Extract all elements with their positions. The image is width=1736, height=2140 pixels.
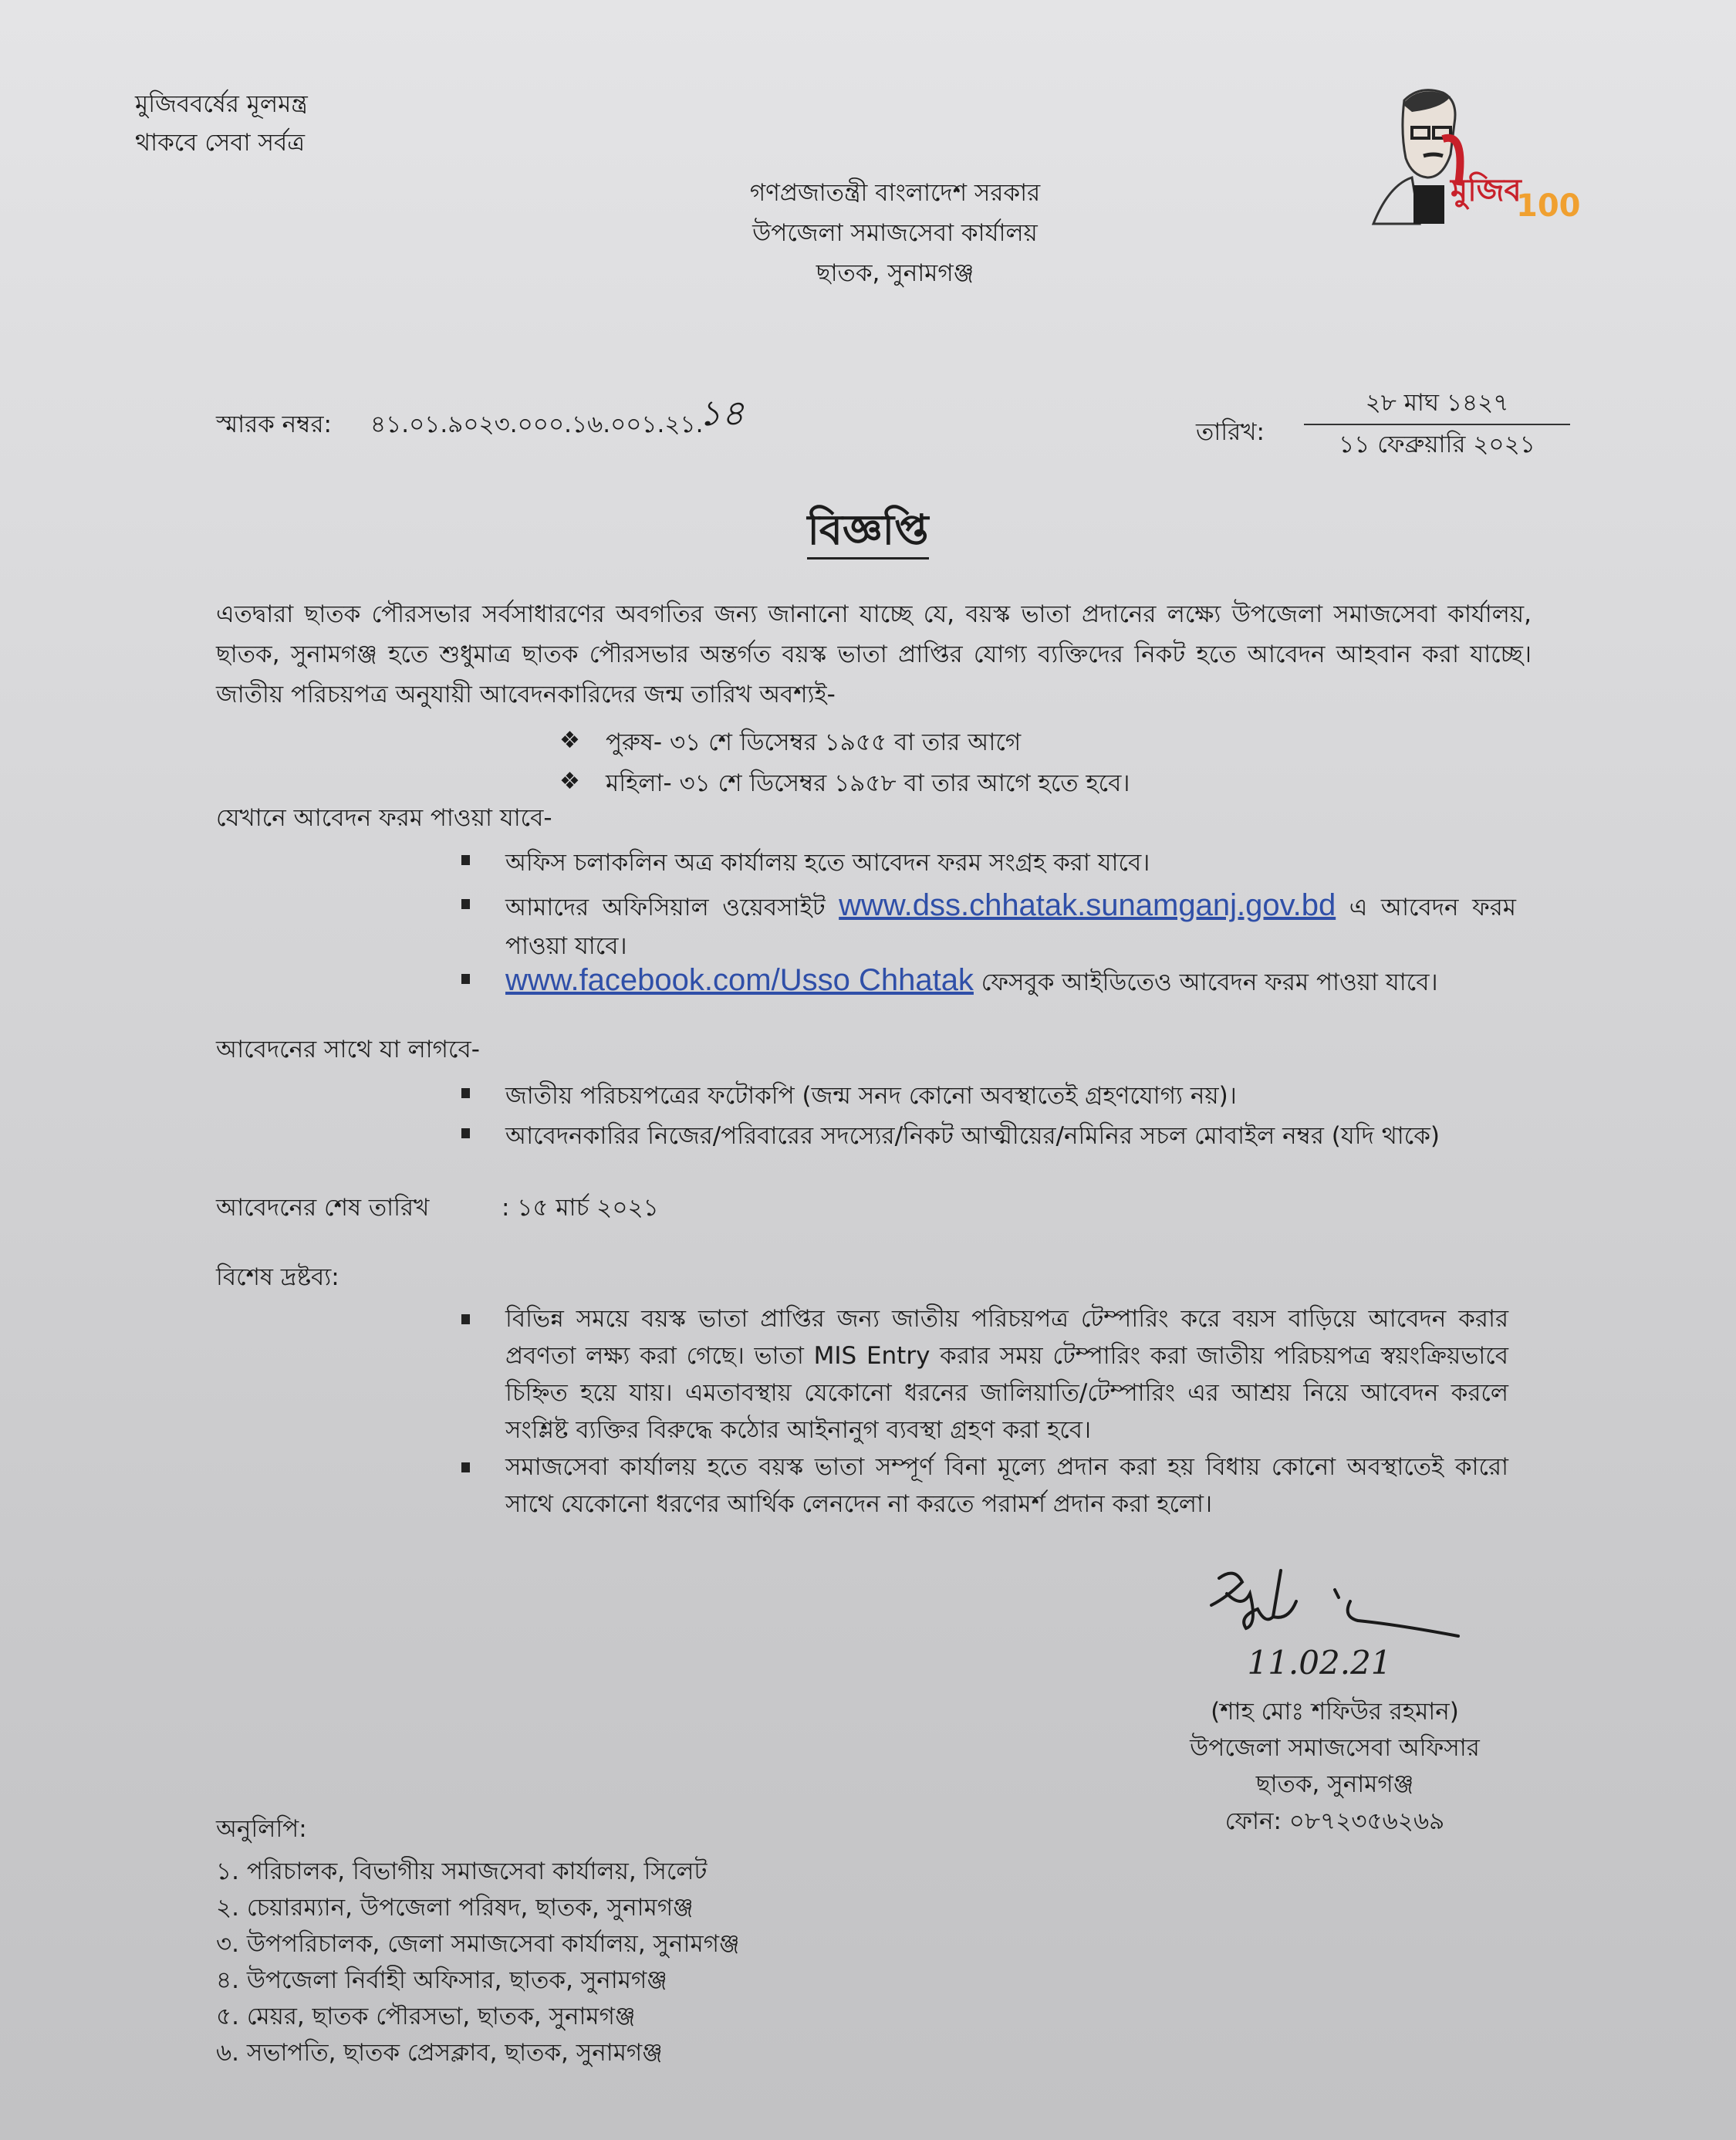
svg-text:মুজিব: মুজিব bbox=[1451, 173, 1522, 208]
eligibility-female: মহিলা- ৩১ শে ডিসেম্বর ১৯৫৮ বা তার আগে হতে হবে। bbox=[606, 769, 1130, 797]
square-bullet-icon bbox=[461, 1314, 470, 1324]
square-bullet-icon bbox=[461, 1128, 470, 1138]
website-link[interactable]: www.dss.chhatak.sunamganj.gov.bd bbox=[839, 888, 1336, 922]
signature-date: 11.02.21 bbox=[1247, 1644, 1392, 1682]
handwritten-memo-no: ১৪ bbox=[698, 392, 745, 434]
need-mobile: আবেদনকারির নিজের/পরিবারের সদস্যের/নিকট আত্মীয়ের/নমিনির সচল মোবাইল নম্বর (যদি থাকে) bbox=[505, 1122, 1440, 1150]
memo-number: ৪১.০১.৯০২৩.০০০.১৬.০০১.২১. bbox=[370, 411, 704, 438]
date-divider bbox=[1304, 424, 1570, 425]
square-bullet-icon bbox=[461, 1088, 470, 1098]
signatory-location: ছাতক, সুনামগঞ্জ bbox=[1255, 1770, 1414, 1798]
needs-heading: আবেদনের সাথে যা লাগবে- bbox=[216, 1036, 480, 1063]
motto-line-2: থাকবে সেবা সর্বত্র bbox=[135, 129, 305, 157]
diamond-bullet-icon: ❖ bbox=[559, 768, 580, 795]
intro-paragraph: এতদ্বারা ছাতক পৌরসভার সর্বসাধারণের অবগতির জন্য জানানো যাচ্ছে যে, বয়স্ক ভাতা প্রদানের লক্ষ্যে উপজেলা সমাজসেবা কার্যালয়, ছাতক, সুনামগঞ্জ হতে শুধুমাত্র ছাতক পৌরসভার অন্তর্গত বয়স্ক ভাতা প্রাপ্তির যোগ্য ব্যক্তিদের নিকট হতে আবেদন আহবান করা যাচ্ছে। জাতীয় পরিচয়পত্র অনুযায়ী আবেদনকারিদের জন্ম তারিখ অবশ্যই- bbox=[216, 600, 1532, 708]
notice-title: বিজ্ঞপ্তি bbox=[0, 498, 1736, 567]
square-bullet-icon bbox=[461, 899, 470, 909]
memo-label: স্মারক নম্বর: bbox=[216, 411, 332, 438]
motto-line-1: মুজিববর্ষের মূলমন্ত্র bbox=[135, 90, 308, 118]
deadline-value: : ১৫ মার্চ ২০২১ bbox=[502, 1194, 659, 1222]
square-bullet-icon bbox=[461, 1462, 470, 1472]
eligibility-male: পুরুষ- ৩১ শে ডিসেম্বর ১৯৫৫ বা তার আগে bbox=[606, 729, 1022, 756]
mujib-borsho-logo bbox=[1358, 85, 1581, 232]
copies-heading: অনুলিপি: bbox=[216, 1815, 307, 1843]
facebook-link[interactable]: www.facebook.com/Usso Chhatak bbox=[505, 963, 974, 997]
copy-item: ৩. উপপরিচালক, জেলা সমাজসেবা কার্যালয়, সুনামগঞ্জ bbox=[216, 1930, 740, 1958]
copy-item: ১. পরিচালক, বিভাগীয় সমাজসেবা কার্যালয়, সিলেট bbox=[216, 1858, 708, 1885]
square-bullet-icon bbox=[461, 974, 470, 984]
copy-item: ৪. উপজেলা নির্বাহী অফিসার, ছাতক, সুনামগঞ্জ bbox=[216, 1966, 667, 1994]
square-bullet-icon bbox=[461, 855, 470, 865]
where-facebook: www.facebook.com/Usso Chhatak ফেসবুক আইডিতেও আবেদন ফরম পাওয়া যাবে। bbox=[505, 963, 1438, 997]
diamond-bullet-icon: ❖ bbox=[559, 727, 580, 754]
svg-text:100: 100 bbox=[1516, 188, 1581, 224]
date-bangla: ২৮ মাঘ ১৪২৭ bbox=[1365, 389, 1509, 417]
date-english: ১১ ফেব্রুয়ারি ২০২১ bbox=[1339, 431, 1535, 458]
signatory-phone: ফোন: ০৮৭২৩৫৬২৬৯ bbox=[1224, 1807, 1445, 1835]
signatory-designation: উপজেলা সমাজসেবা অফিসার bbox=[1190, 1734, 1480, 1762]
office-location: ছাতক, সুনামগঞ্জ bbox=[816, 259, 974, 287]
office-name: উপজেলা সমাজসেবা কার্যালয় bbox=[752, 219, 1038, 247]
notes-heading: বিশেষ দ্রষ্টব্য: bbox=[216, 1263, 339, 1291]
copy-item: ৬. সভাপতি, ছাতক প্রেসক্লাব, ছাতক, সুনামগঞ্জ bbox=[216, 2039, 663, 2067]
handwritten-signature bbox=[1204, 1563, 1466, 1648]
signatory-name: (শাহ মোঃ শফিউর রহমান) bbox=[1211, 1698, 1459, 1726]
where-heading: যেখানে আবেদন ফরম পাওয়া যাবে- bbox=[216, 804, 552, 832]
date-label: তারিখ: bbox=[1196, 418, 1265, 446]
note-tampering: বিভিন্ন সময়ে বয়স্ক ভাতা প্রাপ্তির জন্য জাতীয় পরিচয়পত্র টেম্পারিং করে বয়স বাড়িয়ে আবেদন করার প্রবণতা লক্ষ্য করা গেছে। ভাতা MIS Entry করার সময় টেম্পারিং করা জাতীয় পরিচয়পত্র স্বয়ংক্রিয়ভাবে চিহ্নিত হয়ে যায়। এমতাবস্থায় যেকোনো ধরনের জালিয়াতি/টেম্পারিং এর আশ্রয় নিয়ে আবেদন করলে সংশ্লিষ্ট ব্যক্তির বিরুদ্ধে কঠোর আইনানুগ ব্যবস্থা গ্রহণ করা হবে। bbox=[505, 1305, 1508, 1444]
copy-item: ৫. মেয়র, ছাতক পৌরসভা, ছাতক, সুনামগঞ্জ bbox=[216, 2003, 636, 2030]
copy-item: ২. চেয়ারম্যান, উপজেলা পরিষদ, ছাতক, সুনামগঞ্জ bbox=[216, 1894, 694, 1922]
where-office: অফিস চলাকলিন অত্র কার্যালয় হতে আবেদন ফরম সংগ্রহ করা যাবে। bbox=[505, 849, 1150, 877]
deadline-label: আবেদনের শেষ তারিখ bbox=[216, 1194, 430, 1222]
where-website: আমাদের অফিসিয়াল ওয়েবসাইট www.dss.chhatak.sunamganj.gov.bd এ আবেদন ফরম পাওয়া যাবে। bbox=[505, 888, 1516, 960]
need-nid-copy: জাতীয় পরিচয়পত্রের ফটোকপি (জন্ম সনদ কোনো অবস্থাতেই গ্রহণযোগ্য নয়)। bbox=[505, 1082, 1237, 1110]
note-free-of-cost: সমাজসেবা কার্যালয় হতে বয়স্ক ভাতা সম্পূর্ণ বিনা মূল্যে প্রদান করা হয় বিধায় কোনো অবস্থাতেই কারো সাথে যেকোনো ধরণের আর্থিক লেনদেন না করতে পরামর্শ প্রদান করা হলো। bbox=[505, 1453, 1508, 1518]
govt-name: গণপ্রজাতন্ত্রী বাংলাদেশ সরকার bbox=[749, 179, 1041, 207]
